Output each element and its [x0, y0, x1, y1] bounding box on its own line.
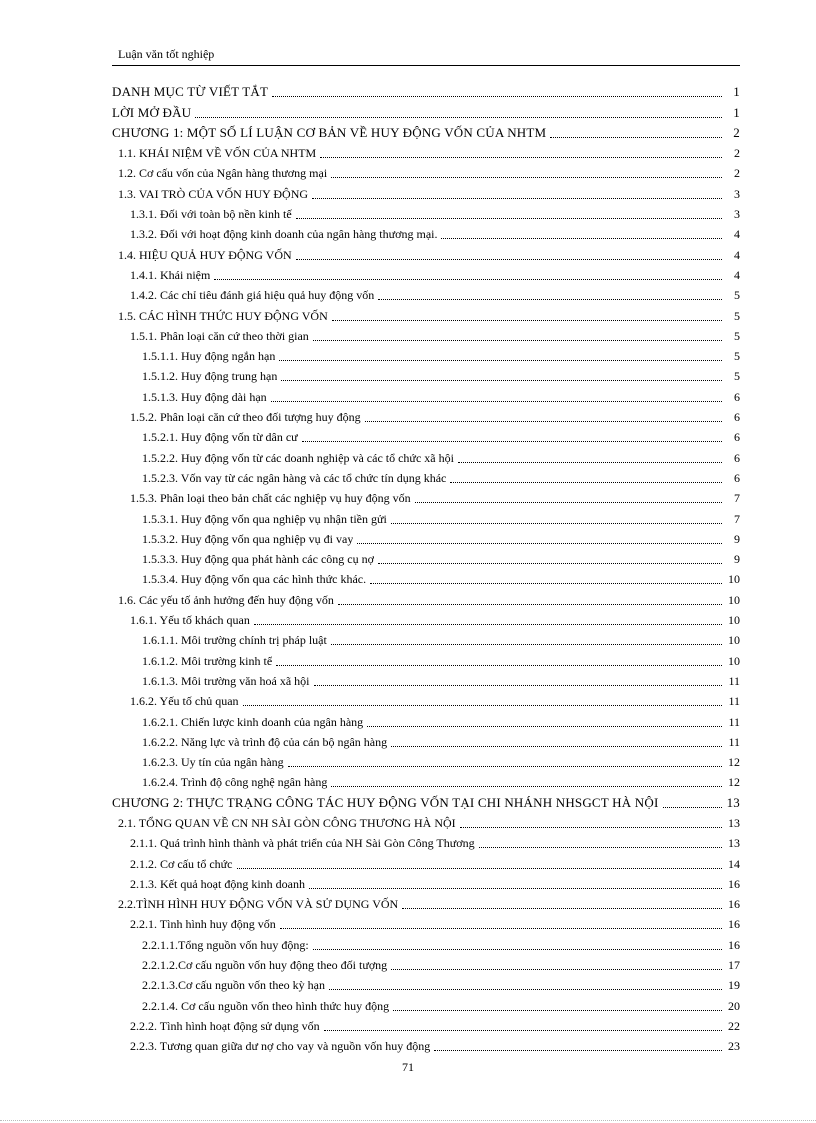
- toc-entry-title: 1.6.2.3. Uy tín của ngân hàng: [142, 755, 284, 770]
- toc-entry-title: 1.5.2. Phân loại căn cứ theo đối tượng huy động: [130, 410, 361, 425]
- toc-leader-dots: [296, 218, 722, 219]
- toc-entry[interactable]: [112, 892, 740, 912]
- toc-leader-dots: [331, 644, 722, 645]
- toc-entry-page: 10: [728, 613, 740, 628]
- toc-entry-title: 1.6.2.4. Trình độ công nghệ ngân hàng: [142, 775, 328, 790]
- toc-entry[interactable]: [112, 932, 740, 952]
- toc-entry-page: 10: [728, 592, 740, 607]
- toc-leader-dots: [271, 401, 722, 402]
- toc-entry[interactable]: [112, 263, 740, 283]
- toc-leader-dots: [313, 340, 722, 341]
- toc-entry-title: 2.2.2. Tình hình hoạt động sử dụng vốn: [130, 1018, 320, 1033]
- toc-entry-title: LỜI MỞ ĐẦU: [112, 104, 192, 120]
- toc-entry[interactable]: [112, 912, 740, 932]
- toc-entry-title: 1.5.3. Phân loại theo bản chất các nghiệp vụ huy động vốn: [130, 491, 411, 506]
- toc-entry-title: DANH MỤC TỪ VIẾT TẮT: [112, 84, 269, 100]
- toc-entry-page: 1: [733, 84, 740, 100]
- page-bottom-edge: [0, 1120, 816, 1121]
- toc-entry[interactable]: [112, 324, 740, 344]
- toc-entry-title: 1.5.2.1. Huy động vốn từ dân cư: [142, 430, 298, 445]
- toc-entry[interactable]: [112, 669, 740, 689]
- toc-entry-title: 1.5.1.3. Huy động dài hạn: [142, 389, 267, 404]
- toc-leader-dots: [320, 157, 722, 158]
- toc-entry[interactable]: [112, 445, 740, 465]
- toc-entry-page: 7: [734, 511, 740, 526]
- toc-leader-dots: [378, 299, 722, 300]
- toc-entry-title: 2.2.3. Tương quan giữa dư nợ cho vay và nguồn vốn huy động: [130, 1039, 431, 1054]
- toc-leader-dots: [280, 928, 722, 929]
- toc-entry-title: 1.6.1.2. Môi trường kinh tế: [142, 653, 273, 668]
- toc-leader-dots: [365, 421, 722, 422]
- toc-entry-page: 10: [728, 572, 740, 587]
- toc-entry-page: 13: [728, 836, 740, 851]
- toc-entry[interactable]: [112, 364, 740, 384]
- toc-entry-page: 4: [734, 227, 740, 242]
- toc-leader-dots: [415, 502, 722, 503]
- toc-entry-title: 1.3.1. Đối với toàn bộ nền kinh tế: [130, 207, 292, 222]
- toc-entry-title: 2.2.1.4. Cơ cấu nguồn vốn theo hình thức huy động: [142, 998, 390, 1013]
- page-number: 71: [402, 1060, 414, 1074]
- toc-entry-title: 1.5.3.1. Huy động vốn qua nghiệp vụ nhận tiền gửi: [142, 511, 387, 526]
- header-rule: [112, 65, 740, 66]
- toc-entry-page: 1: [733, 104, 740, 120]
- toc-entry[interactable]: [112, 770, 740, 790]
- toc-entry-page: 6: [734, 410, 740, 425]
- toc-leader-dots: [434, 1050, 722, 1051]
- toc-leader-dots: [214, 279, 722, 280]
- toc-entry[interactable]: [112, 466, 740, 486]
- toc-entry-page: 17: [728, 958, 740, 973]
- toc-entry-title: 1.5.2.2. Huy động vốn từ các doanh nghiệp và các tổ chức xã hội: [142, 450, 454, 465]
- toc-leader-dots: [441, 238, 722, 239]
- toc-leader-dots: [313, 949, 722, 950]
- toc-entry-page: 11: [728, 673, 740, 688]
- toc-entry-page: 16: [728, 917, 740, 932]
- toc-entry-title: 1.5.3.2. Huy động vốn qua nghiệp vụ đi vay: [142, 531, 354, 546]
- toc-entry[interactable]: [112, 811, 740, 831]
- toc-leader-dots: [272, 96, 722, 97]
- toc-entry-page: 22: [728, 1018, 740, 1033]
- toc-entry[interactable]: [112, 730, 740, 750]
- toc-entry-title: 1.4.2. Các chỉ tiêu đánh giá hiệu quả huy động vốn: [130, 288, 375, 303]
- toc-entry[interactable]: [112, 709, 740, 729]
- toc-leader-dots: [332, 320, 722, 321]
- toc-leader-dots: [314, 685, 723, 686]
- toc-entry-title: CHƯƠNG 2: THỰC TRẠNG CÔNG TÁC HUY ĐỘNG VỐN TẠI CHI NHÁNH NHSGCT HÀ NỘI: [112, 794, 659, 810]
- toc-entry[interactable]: [112, 953, 740, 973]
- toc-entry-title: 1.3.2. Đối với hoạt động kinh doanh của ngân hàng thương mại.: [130, 227, 438, 242]
- toc-entry-title: 1.5.1.1. Huy động ngắn hạn: [142, 349, 276, 364]
- toc-leader-dots: [370, 583, 722, 584]
- toc-entry-page: 11: [728, 734, 740, 749]
- toc-entry[interactable]: [112, 689, 740, 709]
- toc-leader-dots: [402, 908, 722, 909]
- toc-entry-title: 2.2.1.2.Cơ cấu nguồn vốn huy động theo đối tượng: [142, 958, 388, 973]
- toc-entry-title: CHƯƠNG 1: MỘT SỐ LÍ LUẬN CƠ BẢN VỀ HUY ĐỘNG VỐN CỦA NHTM: [112, 124, 547, 140]
- toc-leader-dots: [324, 1030, 722, 1031]
- toc-entry[interactable]: [112, 202, 740, 222]
- toc-entry-title: 2.1.2. Cơ cấu tổ chức: [130, 856, 233, 871]
- toc-entry-page: 6: [734, 389, 740, 404]
- toc-entry-page: 5: [734, 308, 740, 323]
- toc-entry-page: 6: [734, 470, 740, 485]
- toc-entry[interactable]: [112, 384, 740, 404]
- toc-entry-title: 1.3. VAI TRÒ CỦA VỐN HUY ĐỘNG: [118, 186, 309, 201]
- toc-entry[interactable]: [112, 1014, 740, 1034]
- toc-leader-dots: [329, 989, 722, 990]
- table-of-contents: [112, 80, 740, 1054]
- toc-entry[interactable]: [112, 831, 740, 851]
- toc-entry[interactable]: [112, 486, 740, 506]
- toc-entry-page: 5: [734, 288, 740, 303]
- toc-entry-title: 1.2. Cơ cấu vốn của Ngân hàng thương mại: [118, 166, 328, 181]
- toc-entry-title: 1.6.2. Yếu tố chủ quan: [130, 694, 239, 709]
- toc-entry[interactable]: [112, 628, 740, 648]
- toc-entry-page: 5: [734, 349, 740, 364]
- toc-leader-dots: [195, 117, 722, 118]
- toc-leader-dots: [479, 847, 722, 848]
- toc-entry[interactable]: [112, 161, 740, 181]
- toc-leader-dots: [237, 868, 723, 869]
- toc-entry-page: 16: [728, 937, 740, 952]
- toc-entry-title: 1.6.1.1. Môi trường chính trị pháp luật: [142, 633, 327, 648]
- toc-entry-title: 2.1. TỔNG QUAN VỀ CN NH SÀI GÒN CÔNG THƯƠNG HÀ NỘI: [118, 815, 456, 830]
- toc-entry-page: 3: [734, 207, 740, 222]
- toc-entry-page: 12: [728, 775, 740, 790]
- toc-leader-dots: [279, 360, 722, 361]
- toc-entry-page: 5: [734, 328, 740, 343]
- toc-entry-title: 2.2.1. Tình hình huy động vốn: [130, 917, 276, 932]
- toc-entry[interactable]: [112, 587, 740, 607]
- toc-entry-title: 1.6.1.3. Môi trường văn hoá xã hội: [142, 673, 310, 688]
- toc-entry-title: 1.5. CÁC HÌNH THỨC HUY ĐỘNG VỐN: [118, 308, 328, 323]
- toc-entry-title: 2.2.1.3.Cơ cấu nguồn vốn theo kỳ hạn: [142, 978, 325, 993]
- toc-entry[interactable]: [112, 100, 740, 120]
- toc-entry-title: 1.5.3.3. Huy động qua phát hành các công cụ nợ: [142, 552, 374, 567]
- toc-entry[interactable]: [112, 283, 740, 303]
- toc-leader-dots: [331, 786, 722, 787]
- toc-entry-page: 16: [728, 876, 740, 891]
- toc-entry-page: 2: [733, 124, 740, 140]
- toc-entry-title: 1.6.2.2. Năng lực và trình độ của cán bộ ngân hàng: [142, 734, 388, 749]
- toc-entry-title: 1.1. KHÁI NIỆM VỀ VỐN CỦA NHTM: [118, 146, 317, 161]
- toc-entry-title: 1.4.1. Khái niệm: [130, 267, 211, 282]
- toc-entry[interactable]: [112, 993, 740, 1013]
- toc-entry[interactable]: [112, 344, 740, 364]
- toc-entry-page: 4: [734, 247, 740, 262]
- toc-entry-page: 10: [728, 653, 740, 668]
- toc-entry-title: 2.1.3. Kết quả hoạt động kinh doanh: [130, 876, 305, 891]
- toc-entry-title: 1.6. Các yếu tố ảnh hưởng đến huy động vốn: [118, 592, 334, 607]
- toc-entry-title: 1.5.3.4. Huy động vốn qua các hình thức khác.: [142, 572, 367, 587]
- toc-entry-page: 9: [734, 552, 740, 567]
- toc-leader-dots: [331, 177, 722, 178]
- toc-entry-title: 1.4. HIỆU QUẢ HUY ĐỘNG VỐN: [118, 247, 292, 262]
- toc-entry-title: 1.6.1. Yếu tố khách quan: [130, 613, 250, 628]
- toc-entry[interactable]: [112, 141, 740, 161]
- toc-leader-dots: [458, 462, 722, 463]
- toc-entry-title: 1.5.1. Phân loại căn cứ theo thời gian: [130, 328, 309, 343]
- toc-entry-page: 7: [734, 491, 740, 506]
- toc-entry-page: 6: [734, 450, 740, 465]
- toc-leader-dots: [243, 705, 722, 706]
- toc-entry-page: 13: [728, 815, 740, 830]
- toc-leader-dots: [302, 441, 722, 442]
- toc-leader-dots: [550, 137, 722, 138]
- toc-leader-dots: [309, 888, 722, 889]
- toc-entry-title: 2.2.TÌNH HÌNH HUY ĐỘNG VỐN VÀ SỬ DỤNG VỐN: [118, 897, 399, 912]
- toc-entry[interactable]: [112, 181, 740, 201]
- toc-leader-dots: [296, 259, 722, 260]
- toc-entry-title: 2.1.1. Quá trình hình thành và phát triển của NH Sài Gòn Công Thương: [130, 836, 475, 851]
- toc-entry[interactable]: [112, 851, 740, 871]
- toc-entry[interactable]: [112, 790, 740, 810]
- toc-entry[interactable]: [112, 121, 740, 141]
- toc-leader-dots: [450, 482, 722, 483]
- toc-entry[interactable]: [112, 750, 740, 770]
- toc-leader-dots: [338, 604, 722, 605]
- toc-entry[interactable]: [112, 608, 740, 628]
- running-header: Luận văn tốt nghiệp: [118, 47, 215, 61]
- toc-entry-title: 1.5.2.3. Vốn vay từ các ngân hàng và các tổ chức tín dụng khác: [142, 470, 447, 485]
- toc-entry[interactable]: [112, 425, 740, 445]
- toc-entry-page: 3: [734, 186, 740, 201]
- toc-entry-page: 11: [728, 694, 740, 709]
- toc-entry[interactable]: [112, 405, 740, 425]
- toc-entry-page: 6: [734, 430, 740, 445]
- toc-entry-page: 19: [728, 978, 740, 993]
- toc-leader-dots: [312, 198, 722, 199]
- toc-entry-title: 1.6.2.1. Chiến lược kinh doanh của ngân hàng: [142, 714, 364, 729]
- toc-entry[interactable]: [112, 506, 740, 526]
- toc-entry[interactable]: [112, 973, 740, 993]
- toc-leader-dots: [367, 726, 722, 727]
- toc-leader-dots: [378, 563, 722, 564]
- toc-leader-dots: [254, 624, 722, 625]
- toc-entry[interactable]: [112, 222, 740, 242]
- toc-entry-page: 10: [728, 633, 740, 648]
- toc-entry[interactable]: [112, 242, 740, 262]
- toc-entry-page: 12: [728, 755, 740, 770]
- toc-entry[interactable]: [112, 567, 740, 587]
- toc-leader-dots: [391, 746, 722, 747]
- toc-entry-title: 2.2.1.1.Tổng nguồn vốn huy động:: [142, 937, 309, 952]
- toc-entry[interactable]: [112, 872, 740, 892]
- toc-leader-dots: [288, 766, 722, 767]
- toc-entry-page: 5: [734, 369, 740, 384]
- toc-entry-page: 23: [728, 1039, 740, 1054]
- toc-leader-dots: [276, 665, 722, 666]
- toc-leader-dots: [663, 807, 723, 808]
- toc-entry[interactable]: [112, 527, 740, 547]
- toc-entry-page: 2: [734, 146, 740, 161]
- toc-entry-page: 16: [728, 897, 740, 912]
- toc-leader-dots: [393, 1010, 722, 1011]
- toc-entry[interactable]: [112, 80, 740, 100]
- toc-leader-dots: [281, 380, 722, 381]
- toc-entry[interactable]: [112, 648, 740, 668]
- toc-entry-page: 4: [734, 267, 740, 282]
- toc-entry[interactable]: [112, 1034, 740, 1054]
- toc-leader-dots: [460, 827, 722, 828]
- toc-entry-page: 13: [726, 794, 740, 810]
- toc-leader-dots: [391, 523, 722, 524]
- toc-entry-page: 9: [734, 531, 740, 546]
- toc-entry-page: 11: [728, 714, 740, 729]
- toc-entry-page: 2: [734, 166, 740, 181]
- toc-entry[interactable]: [112, 547, 740, 567]
- toc-leader-dots: [357, 543, 722, 544]
- toc-entry[interactable]: [112, 303, 740, 323]
- toc-entry-page: 20: [728, 998, 740, 1013]
- toc-entry-title: 1.5.1.2. Huy động trung hạn: [142, 369, 278, 384]
- toc-entry-page: 14: [728, 856, 740, 871]
- toc-leader-dots: [391, 969, 722, 970]
